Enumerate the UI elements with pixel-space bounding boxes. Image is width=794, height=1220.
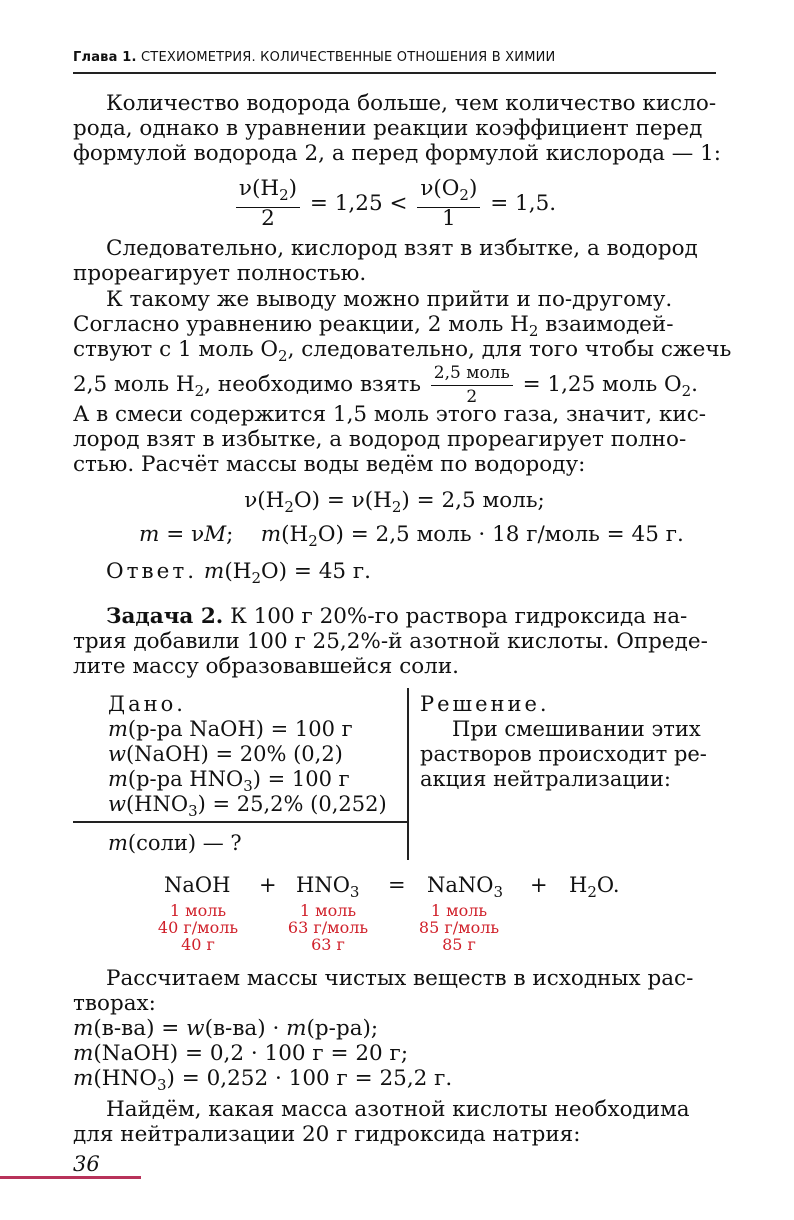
fraction-mol: $\frac{\text{2,5 моль}}{2}$ xyxy=(431,362,513,408)
paragraph-3-line-6: лород взят в избытке, а водород прореагирует полно- xyxy=(73,427,687,452)
paragraph-5-line-1: Найдём, какая масса азотной кислоты необходима xyxy=(106,1097,690,1122)
page-number: 36 xyxy=(73,1152,100,1176)
given-solution-divider xyxy=(407,688,409,860)
find-row: m(соли) — ? xyxy=(108,831,242,855)
solution-line-1: При смешивании этих xyxy=(452,717,701,741)
reaction-hno3: $HNO_3$ xyxy=(296,873,360,901)
paragraph-1-line-3: формулой водорода 2, а перед формулой кислорода — 1: xyxy=(73,141,722,166)
paragraph-3-line-4: 2,5 моль $H_2$, необходимо взять $\frac{\text{2,5 моль}}{2}$ = 1,25 моль $O_2$. xyxy=(73,363,699,407)
fraction-h2: $\frac{\nu(H_2)}{2}$ xyxy=(236,178,300,230)
task-2-line-1: Задача 2. К 100 г 20%-го раствора гидроксида на- xyxy=(106,604,688,629)
solution-label: Решение. xyxy=(420,692,550,716)
given-row-4: $w(HNO_3) = 25,2\%$ (0,252) xyxy=(108,792,387,820)
reaction-plus-2: + xyxy=(530,873,548,897)
paragraph-3-line-3: ствуют с 1 моль $O_2$, следовательно, для того чтобы сжечь xyxy=(73,337,732,365)
fraction-o2: $\frac{\nu(O_2)}{1}$ xyxy=(417,178,480,230)
given-find-divider xyxy=(73,821,407,823)
reaction-h2o: $H_2O$. xyxy=(569,873,620,901)
paragraph-3-line-1: К такому же выводу можно прийти и по-другому. xyxy=(106,287,673,312)
given-row-3: m(р-ра $HNO_3) = 100$ г xyxy=(108,767,350,795)
paragraph-3-line-7: стью. Расчёт массы воды ведём по водороду: xyxy=(73,452,586,477)
solution-line-3: акция нейтрализации: xyxy=(420,767,671,791)
solution-line-2: растворов происходит ре- xyxy=(420,742,707,766)
paragraph-2-line-1: Следовательно, кислород взят в избытке, а водород xyxy=(106,236,698,261)
paragraph-4-line-1: Рассчитаем массы чистых веществ в исходных рас- xyxy=(106,966,694,991)
given-label: Дано. xyxy=(108,692,186,716)
paragraph-3-line-2: Согласно уравнению реакции, 2 моль $H_2$ взаимодей- xyxy=(73,312,674,340)
formula-mass: m = νM; $m(H_2O) = 2,5$ моль · 18 г/моль = 45 г. xyxy=(139,522,684,550)
nano3-notes: 1 моль 85 г/моль 85 г xyxy=(418,901,500,954)
paragraph-1-line-2: рода, однако в уравнении реакции коэффициент перед xyxy=(73,116,703,141)
paragraph-1-line-1: Количество водорода больше, чем количество кисло- xyxy=(106,91,717,116)
given-row-2: w(NaOH) = 20% (0,2) xyxy=(108,742,343,766)
reaction-plus-1: + xyxy=(259,873,277,897)
formula-mass-hno3: $m(HNO_3) = 0,252 \cdot 100$ г = 25,2 г. xyxy=(73,1066,453,1094)
formula-mass-naoh: m(NaOH) = 0,2 · 100 г = 20 г; xyxy=(73,1041,409,1066)
reaction-equals: = xyxy=(388,873,406,897)
task-2-line-2: трия добавили 100 г 25,2%-й азотной кислоты. Опреде- xyxy=(73,629,708,654)
paragraph-3-line-5: А в смеси содержится 1,5 моль этого газа, значит, кис- xyxy=(73,402,707,427)
given-row-1: m(р-ра NaOH) = 100 г xyxy=(108,717,353,741)
chapter-label: Глава 1. xyxy=(73,50,137,65)
paragraph-4-line-2: творах: xyxy=(73,991,156,1016)
reaction-naoh: NaOH xyxy=(164,873,231,897)
running-header xyxy=(73,50,716,65)
footer-accent-line xyxy=(0,1176,141,1179)
task-2-title: Задача 2. xyxy=(106,604,224,629)
header-rule xyxy=(73,72,716,74)
chapter-title: СТЕХИОМЕТРИЯ. КОЛИЧЕСТВЕННЫЕ ОТНОШЕНИЯ В ХИМИИ xyxy=(141,50,556,65)
task-2-line-3: лите массу образовавшейся соли. xyxy=(73,654,460,679)
answer-1: Ответ. $m(H_2O) = 45$ г. xyxy=(106,559,371,587)
paragraph-5-line-2: для нейтрализации 20 г гидроксида натрия: xyxy=(73,1122,581,1147)
paragraph-2-line-2: прореагирует полностью. xyxy=(73,261,367,286)
formula-moles: $\nu(H_2O) = \nu(H_2) = 2,5$ моль; xyxy=(244,488,545,516)
formula-mass-fraction: m(в-ва) = w(в-ва) · m(р-ра); xyxy=(73,1016,379,1041)
hno3-notes: 1 моль 63 г/моль 63 г xyxy=(287,901,369,954)
formula-ratio: $\frac{\nu(H_2)}{2}$ = 1,25 < $\frac{\nu(O_2)}{1}$ = 1,5. xyxy=(73,178,716,230)
naoh-notes: 1 моль 40 г/моль 40 г xyxy=(157,901,239,954)
reaction-nano3: NaNO$_3$ xyxy=(427,873,504,901)
